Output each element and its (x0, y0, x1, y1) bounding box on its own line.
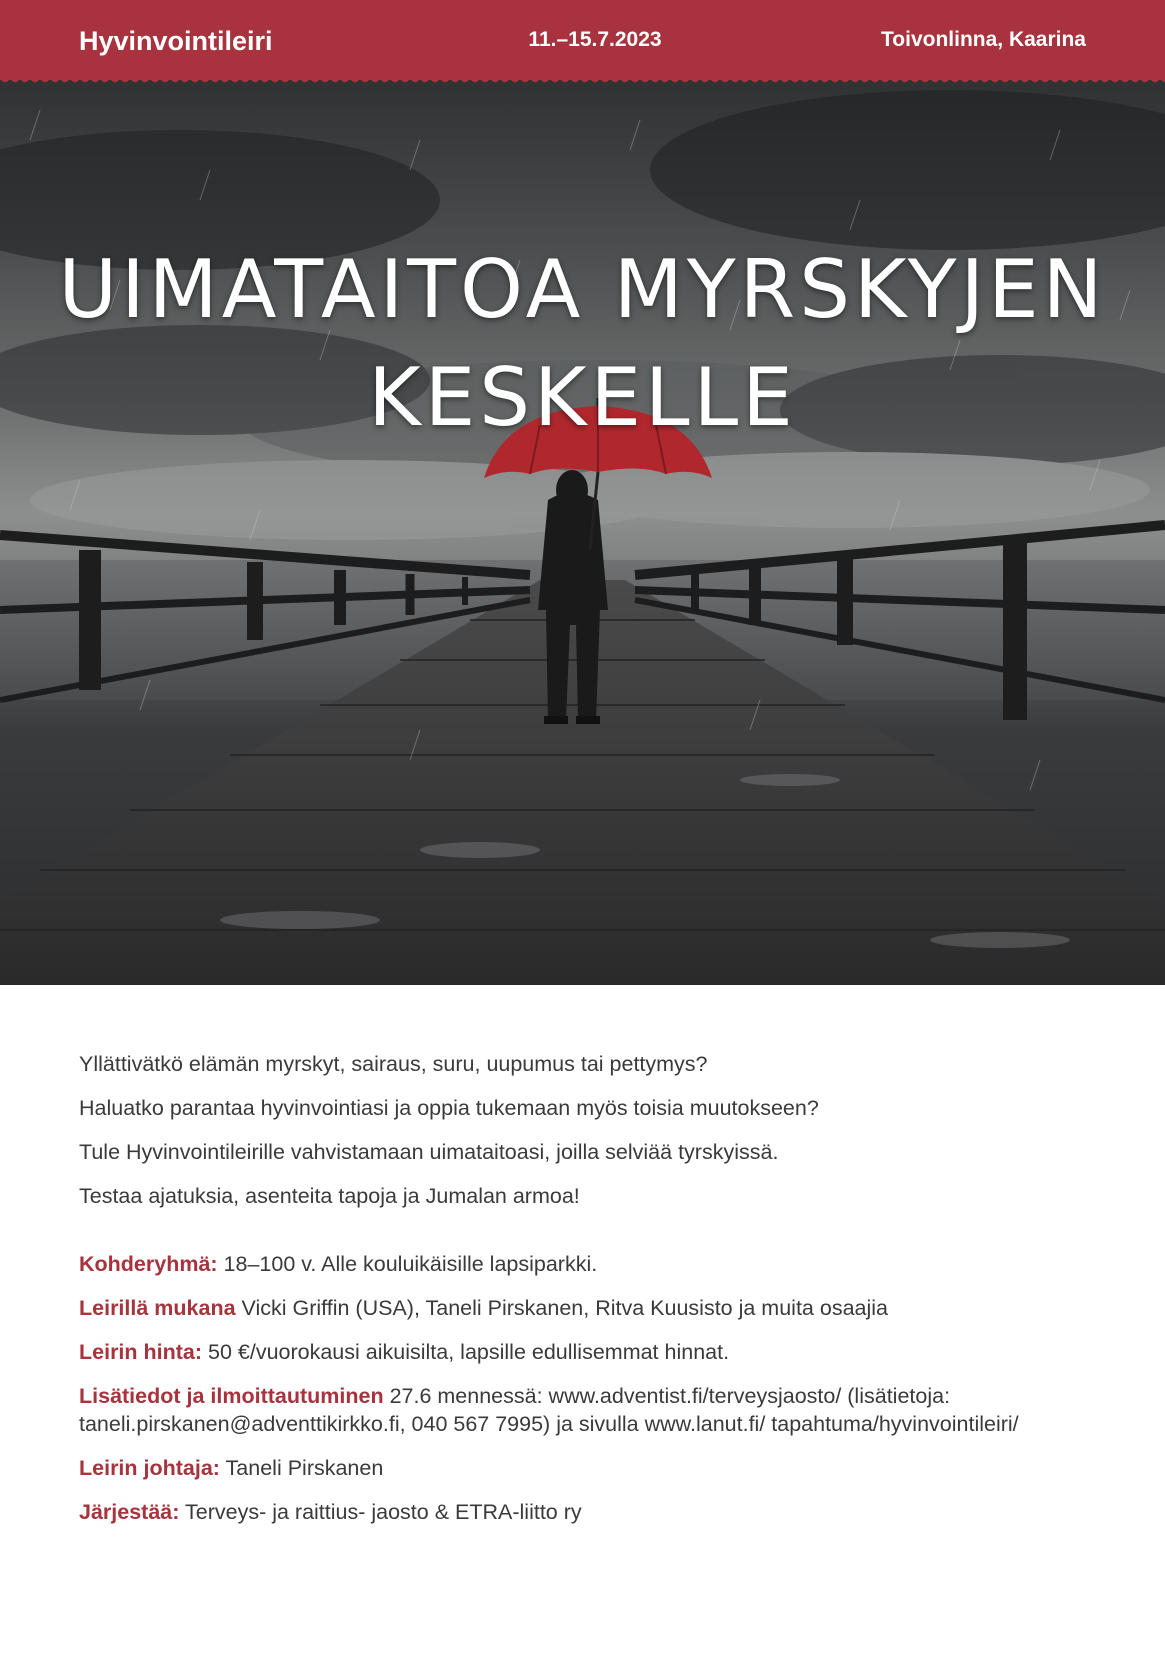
body-content (79, 1050, 1089, 1542)
detail-text: 50 €/vuorokausi aikuisilta, lapsille edullisemmat hinnat. (202, 1340, 730, 1364)
detail-text: 18–100 v. Alle kouluikäisille lapsiparkki. (217, 1252, 598, 1276)
intro-line: Haluatko parantaa hyvinvointiasi ja oppia tukemaan myös toisia muutokseen? (79, 1096, 819, 1120)
detail-label: Leirin johtaja: (79, 1456, 220, 1480)
header-bar (0, 0, 1165, 80)
detail-speakers (79, 1294, 1089, 1322)
detail-label: Lisätiedot ja ilmoittautuminen (79, 1384, 384, 1408)
detail-label: Järjestää: (79, 1500, 180, 1524)
intro-line: Tule Hyvinvointileirille vahvistamaan uimataitoasi, joilla selviää tyrskyissä. (79, 1140, 779, 1164)
hero-title-line-1: UIMATAITOA MYRSKYJEN (58, 243, 1107, 336)
event-name: Hyvinvointileiri (79, 26, 273, 56)
detail-organizer (79, 1498, 1089, 1526)
detail-text: Taneli Pirskanen (219, 1456, 384, 1480)
detail-registration (79, 1382, 1089, 1438)
header-edge (0, 78, 1165, 86)
detail-leader (79, 1454, 1089, 1482)
hero-title-line-2: KESKELLE (368, 351, 797, 444)
event-dates: 11.–15.7.2023 (528, 28, 662, 51)
detail-label: Leirillä mukana (79, 1296, 236, 1320)
event-details (79, 1250, 1089, 1526)
intro-line: Testaa ajatuksia, asenteita tapoja ja Jumalan armoa! (79, 1184, 580, 1208)
intro-text (79, 1050, 1089, 1210)
event-location: Toivonlinna, Kaarina (881, 28, 1086, 51)
detail-label: Kohderyhmä: (79, 1252, 218, 1276)
intro-line: Yllättivätkö elämän myrskyt, sairaus, suru, uupumus tai pettymys? (79, 1052, 708, 1076)
detail-target-group (79, 1250, 1089, 1278)
pier-illustration (0, 80, 1165, 985)
detail-price (79, 1338, 1089, 1366)
detail-text: 27.6 mennessä: www.adventist.fi/terveysjaosto/ (lisätietoja: taneli.pirskanen@adventtikirkko.fi, 040 567 7995) ja sivulla www.lanut.fi/ tapahtuma/hyvinvointileiri/ (79, 1384, 1019, 1436)
detail-label: Leirin hinta: (79, 1340, 203, 1364)
detail-text: Terveys- ja raittius- jaosto & ETRA-liitto ry (179, 1500, 582, 1524)
detail-text: Vicki Griffin (USA), Taneli Pirskanen, Ritva Kuusisto ja muita osaajia (235, 1296, 888, 1320)
hero-image (0, 80, 1165, 985)
